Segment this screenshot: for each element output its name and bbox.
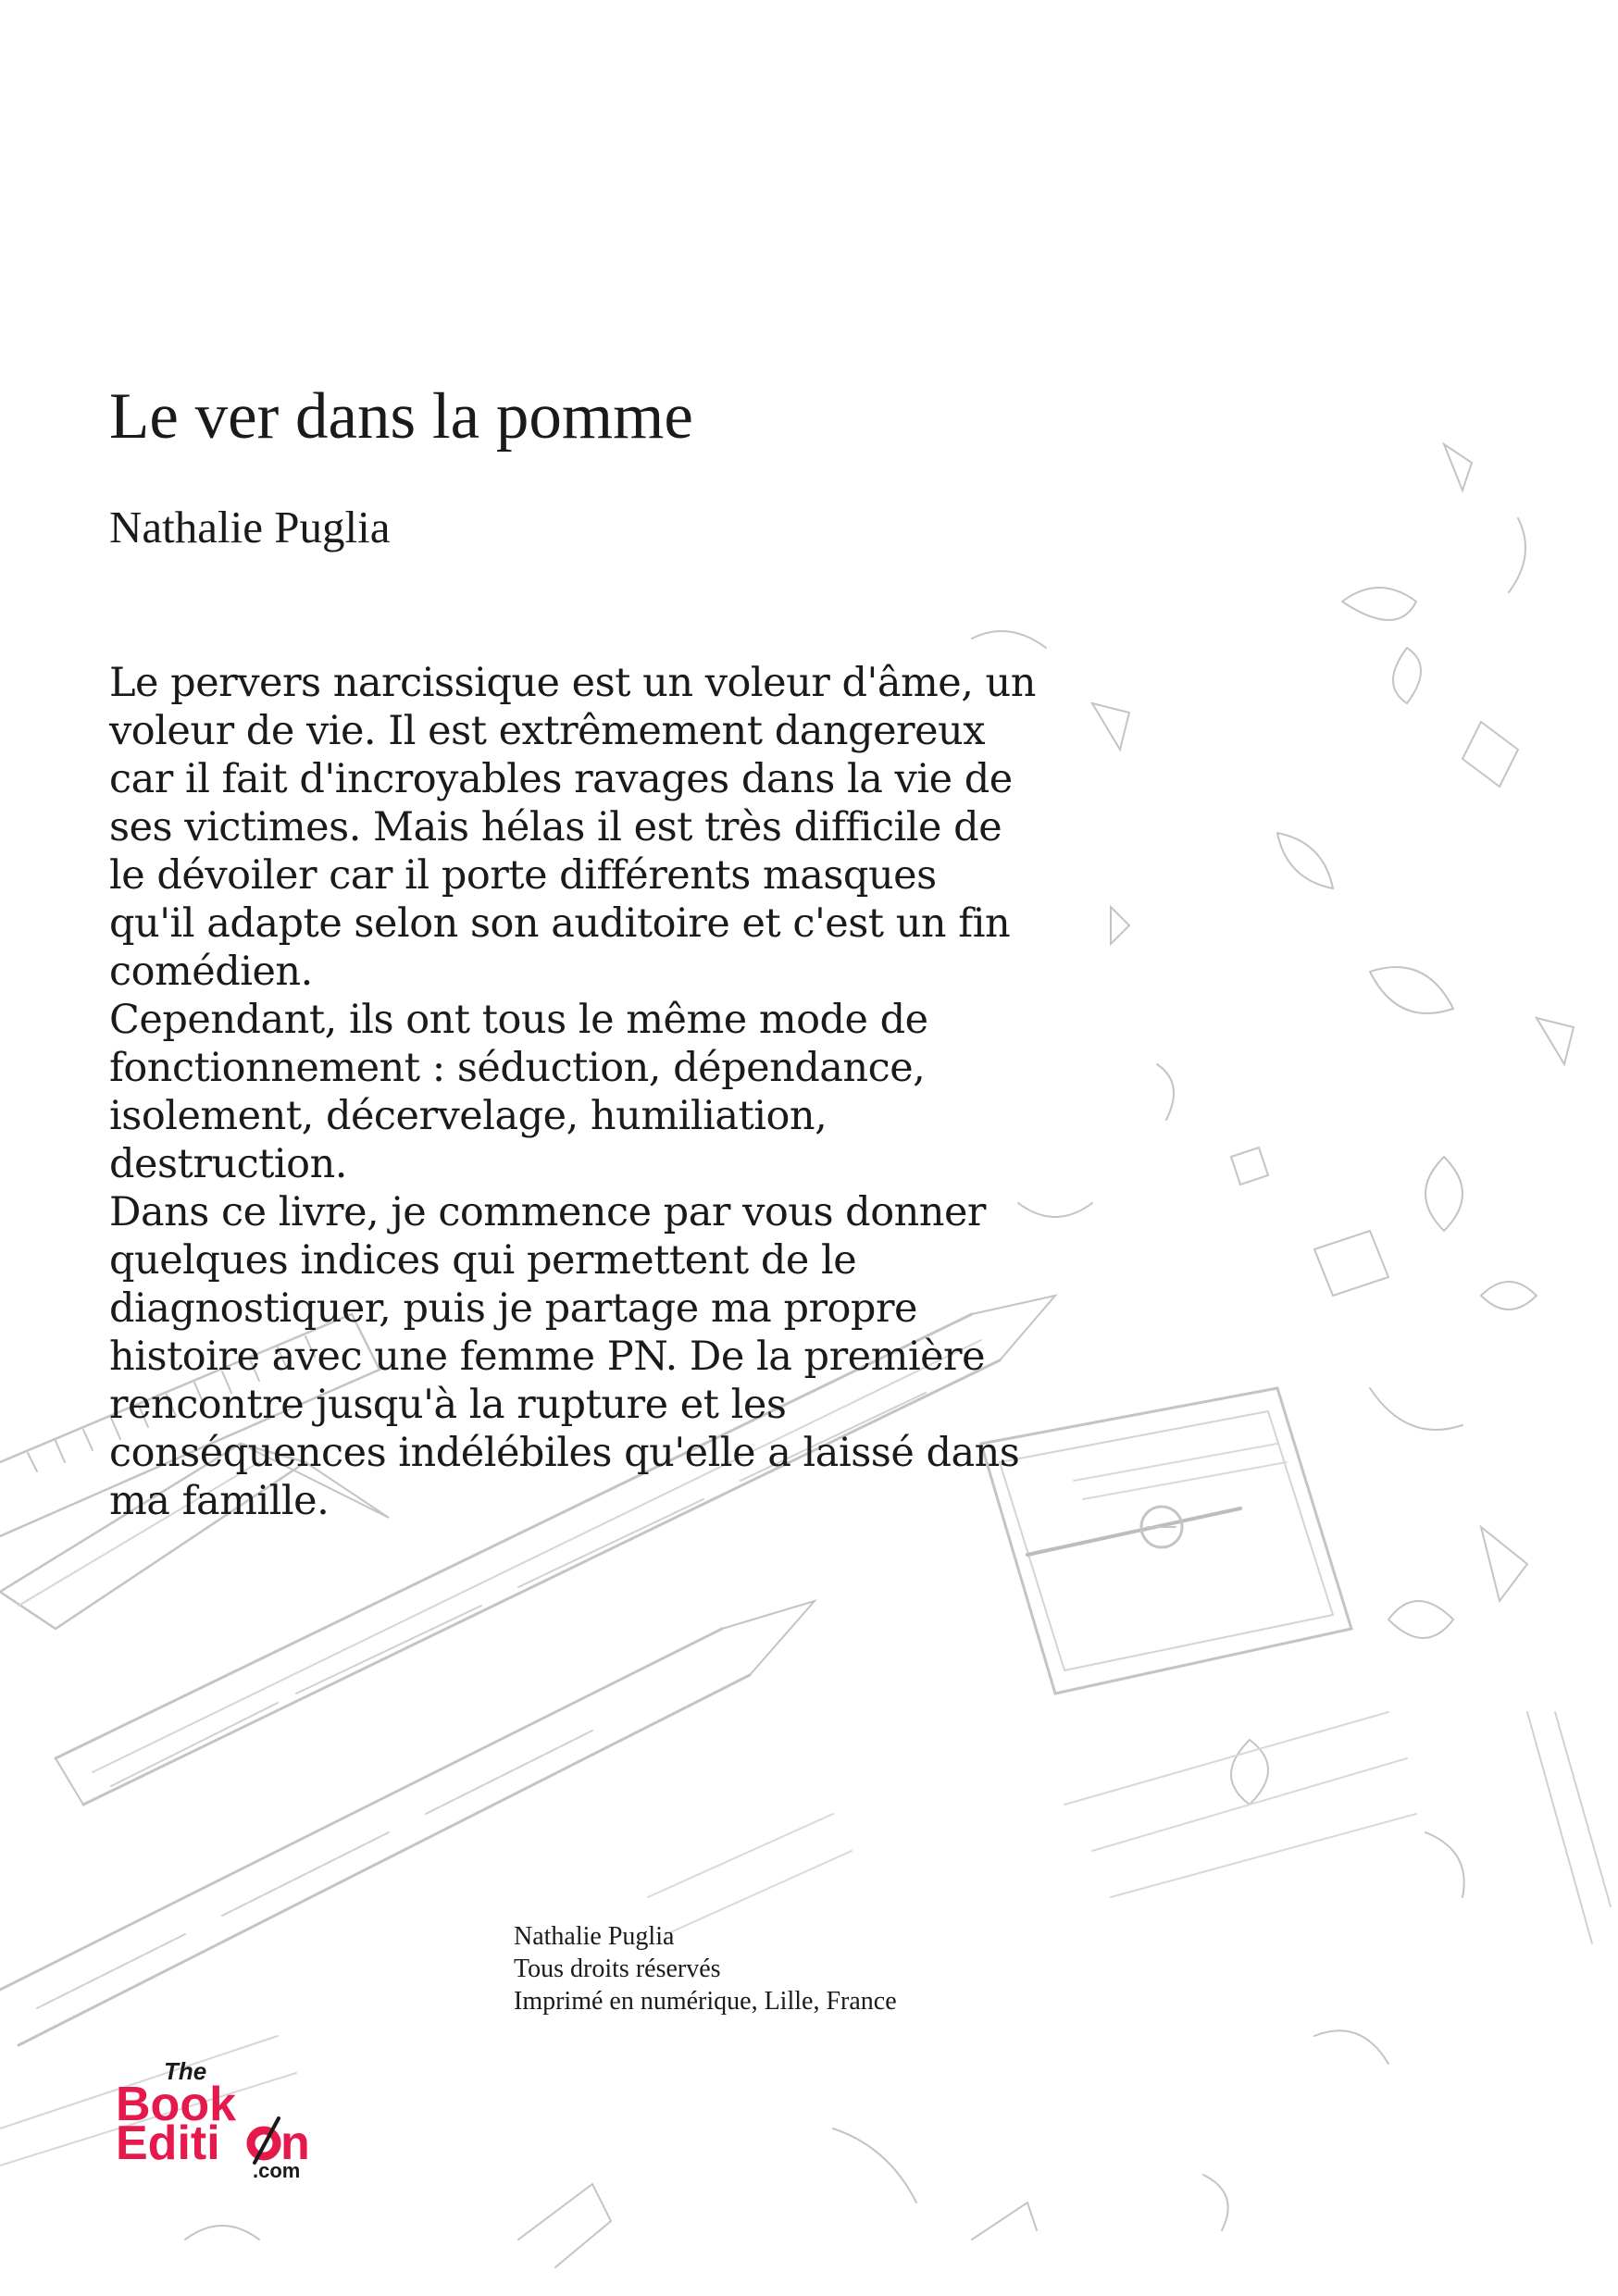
blurb-line: rencontre jusqu'à la rupture et les [109, 1382, 787, 1428]
colophon [514, 1920, 897, 2017]
logo-book: Book [116, 2078, 236, 2131]
logo-com: .com [253, 2159, 301, 2179]
blurb-line: ma famille. [109, 1478, 330, 1524]
blurb-line: conséquences indélébiles qu'elle a laissé dans [109, 1430, 1020, 1476]
logo-nib-o-icon [251, 2118, 279, 2163]
blurb-line: car il fait d'incroyables ravages dans la vie de [109, 756, 1013, 802]
blurb-line: isolement, décervelage, humiliation, [109, 1093, 828, 1139]
blurb-line: voleur de vie. Il est extrêmement dangereux [109, 708, 985, 754]
blurb-line: Cependant, ils ont tous le même mode de [109, 997, 928, 1043]
book-title: Le ver dans la pomme [109, 380, 693, 453]
logo-edition-end: n [280, 2116, 310, 2170]
colophon-printing: Imprimé en numérique, Lille, France [514, 1987, 897, 2016]
thebookedition-logo-icon [116, 2059, 338, 2179]
colophon-rights: Tous droits réservés [514, 1955, 721, 1983]
colophon-author: Nathalie Puglia [514, 1922, 675, 1951]
blurb-line: Le pervers narcissique est un voleur d'âme, un [109, 660, 1036, 706]
blurb-line: comédien. [109, 949, 313, 995]
blurb-line: destruction. [109, 1141, 347, 1187]
blurb-line: ses victimes. Mais hélas il est très difficile de [109, 804, 1002, 850]
blurb-line: diagnostiquer, puis je partage ma propre [109, 1285, 917, 1332]
blurb-line: le dévoiler car il porte différents masques [109, 852, 937, 899]
blurb-line: qu'il adapte selon son auditoire et c'est un fin [109, 900, 1011, 947]
publisher-logo [116, 2059, 338, 2179]
blurb-line: quelques indices qui permettent de le [109, 1237, 857, 1284]
logo-edition: Editi [116, 2116, 220, 2170]
logo-the: The [164, 2059, 207, 2085]
blurb-line: histoire avec une femme PN. De la première [109, 1334, 986, 1380]
book-author: Nathalie Puglia [109, 502, 391, 552]
blurb-line: Dans ce livre, je commence par vous donner [109, 1189, 986, 1235]
back-cover-blurb [109, 659, 1276, 1525]
blurb-line: fonctionnement : séduction, dépendance, [109, 1045, 926, 1091]
